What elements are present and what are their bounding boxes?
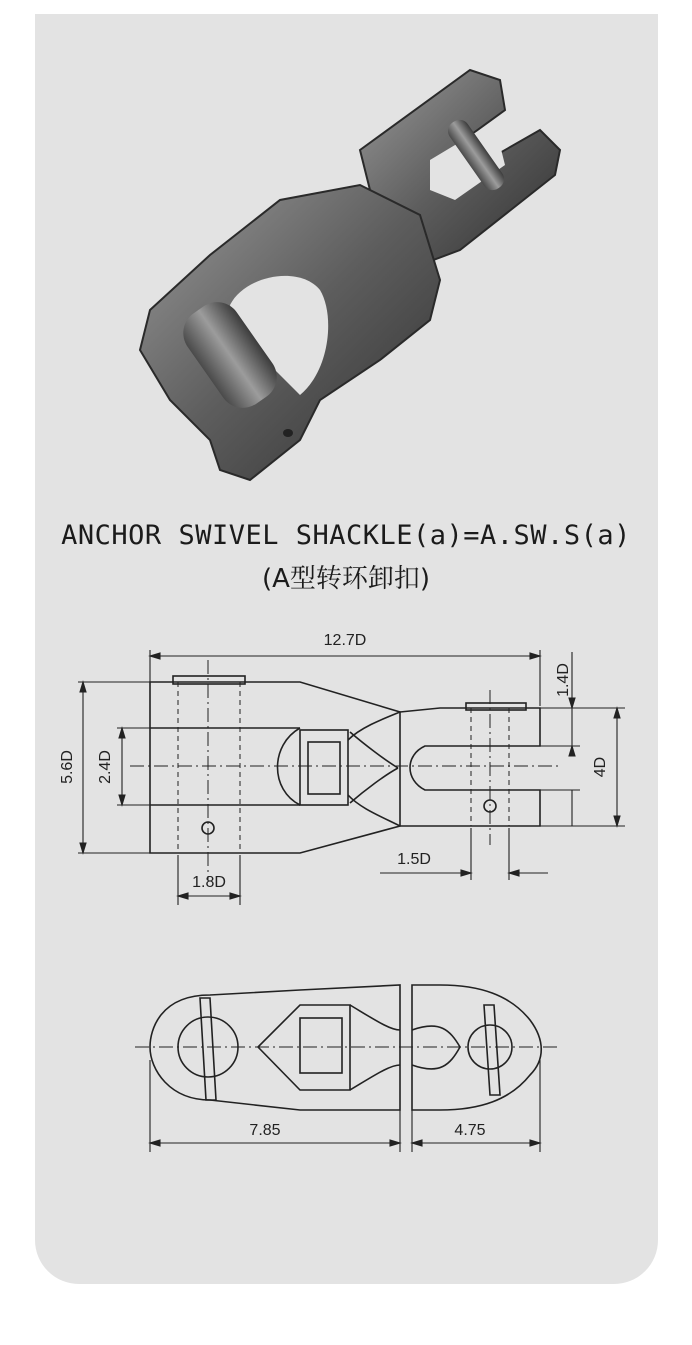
dim-jaw-length: 4.75 bbox=[454, 1122, 486, 1139]
plan-dimensions bbox=[78, 650, 625, 905]
dim-jaw-height: 4D bbox=[592, 756, 609, 778]
dim-overall-height: 5.6D bbox=[59, 750, 76, 784]
dim-pin-diameter: 1.8D bbox=[192, 874, 226, 891]
dim-jaw-pin-spacing: 1.5D bbox=[397, 851, 431, 868]
dim-inner-gap: 2.4D bbox=[97, 750, 114, 784]
dim-body-length: 7.85 bbox=[249, 1122, 281, 1139]
drawing-title: ANCHOR SWIVEL SHACKLE(a)=A.SW.S(a) bbox=[61, 520, 631, 551]
dim-pin-offset: 1.4D bbox=[555, 663, 572, 697]
side-view bbox=[135, 985, 560, 1110]
plan-view bbox=[130, 660, 560, 880]
drawing-subtitle: (A型转环卸扣) bbox=[261, 564, 431, 594]
dim-overall-length: 12.7D bbox=[323, 632, 367, 649]
